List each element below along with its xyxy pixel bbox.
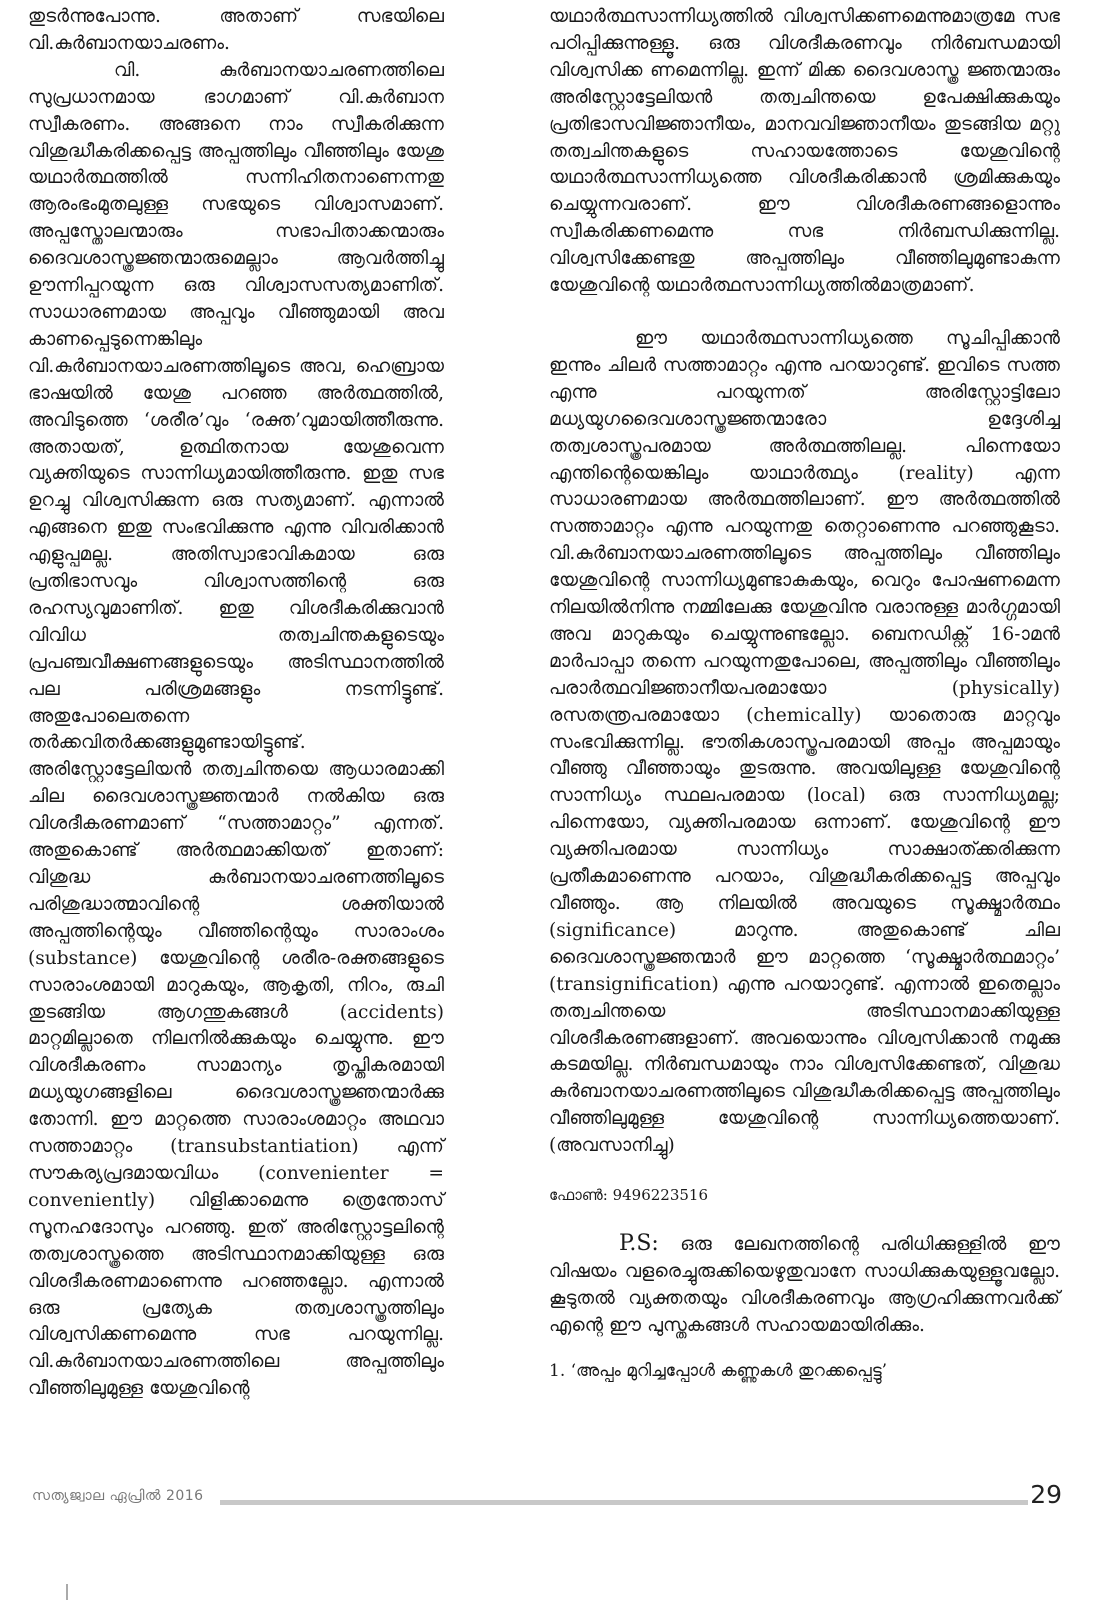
ps-text: ഒരു ലേഖനത്തിന്റെ പരിധിക്കുള്ളിൽ ഈ വിഷയം വളരെച്ചുരുക്കിയെഴുതുവാനേ സാധിക്കുകയുള്ളൂവല്ലോ. കൂടുതൽ വ്യക്തതയും വിശദീകരണവും ആഗ്രഹിക്കുന്നവർക്ക് എന്റെ ഈ പുസ്തകങ്ങൾ സഹായമായിരിക്കും. [549, 1233, 1061, 1336]
footer-rule [220, 1500, 1028, 1505]
left-paragraph-2: വി. കുർബാനയാചരണത്തിലെ സുപ്രധാനമായ ഭാഗമാണ് വി.കുർബാന സ്വീകരണം. അങ്ങനെ നാം സ്വീകരിക്കുന്ന വിശുദ്ധീകരിക്കപ്പെട്ട അപ്പത്തിലും വീഞ്ഞിലും യേശു യഥാർത്ഥത്തിൽ സന്നിഹിതനാണെന്നതു ആരംഭംമുതലുള്ള സഭയുടെ വിശ്വാസമാണ്. അപ്പസ്തോലന്മാരും സഭാപിതാക്കന്മാരും ദൈവശാസ്ത്രജ്ഞന്മാരുമെല്ലാം ആവർത്തിച്ചു ഊന്നിപ്പറയുന്ന ഒരു വിശ്വാസസത്യമാണിത്. സാധാരണമായ അപ്പവും വീഞ്ഞുമായി അവ കാണപ്പെടുന്നെങ്കിലും വി.കുർബാനയാചരണത്തിലൂടെ അവ, ഹെബ്രായ ഭാഷയിൽ യേശു പറഞ്ഞ അർത്ഥത്തിൽ, അവിടുത്തെ ‘ശരീര’വും ‘രക്ത’വുമായിത്തീരുന്നു. അതായത്, ഉത്ഥിതനായ യേശുവെന്ന വ്യക്തിയുടെ സാന്നിധ്യമായിത്തീരുന്നു. ഇതു സഭ ഉറച്ചു വിശ്വസിക്കുന്ന ഒരു സത്യമാണ്. എന്നാൽ എങ്ങനെ ഇതു സംഭവിക്കുന്നു എന്നു വിവരിക്കാൻ എളുപ്പമല്ല. അതിസ്വാഭാവികമായ ഒരു പ്രതിഭാസവും വിശ്വാസത്തിന്റെ ഒരു രഹസ്യവുമാണിത്. ഇതു വിശദീകരിക്കുവാൻ വിവിധ തത്വചിന്തകളുടെയും പ്രപഞ്ചവീക്ഷണങ്ങളുടെയും അടിസ്ഥാനത്തിൽ പല പരിശ്രമങ്ങളും നടന്നിട്ടുണ്ട്. അതുപോലെതന്നെ തർക്കവിതർക്കങ്ങളുമുണ്ടായിട്ടുണ്ട്. അരിസ്റ്റോട്ടേലിയൻ തത്വചിന്തയെ ആധാരമാക്കി ചില ദൈവശാസ്ത്രജ്ഞന്മാർ നൽകിയ ഒരു വിശദീകരണമാണ് “സത്താമാറ്റം” എന്നത്. അതുകൊണ്ട് അർത്ഥമാക്കിയത് ഇതാണ്: വിശുദ്ധ കുർബാനയാചരണത്തിലൂടെ പരിശുദ്ധാത്മാവിന്റെ ശക്തിയാൽ അപ്പത്തിന്റെയും വീഞ്ഞിന്റെയും സാരാംശം (substance) യേശുവിന്റെ ശരീര-രക്തങ്ങളുടെ സാരാംശമായി മാറുകയും, ആകൃതി, നിറം, രുചി തുടങ്ങിയ ആഗന്തുകങ്ങൾ (accidents) മാറ്റമില്ലാതെ നിലനിൽക്കുകയും ചെയ്യുന്നു. ഈ വിശദീകരണം സാമാന്യം തൃപ്തികരമായി മധ്യയുഗങ്ങളിലെ ദൈവശാസ്ത്രജ്ഞന്മാർക്കു തോന്നി. ഈ മാറ്റത്തെ സാരാംശമാറ്റം അഥവാ സത്താമാറ്റം (transubstantiation) എന്ന് സൗകര്യപ്രദമായവിധം (convenienter = conveniently) വിളിക്കാമെന്നു ത്രെന്തോസ് സൂനഹദോസും പറഞ്ഞു. ഇത് അരിസ്റ്റോട്ടലിന്റെ തത്വശാസ്ത്രത്തെ അടിസ്ഥാനമാക്കിയുള്ള ഒരു വിശദീകരണമാണെന്നു പറഞ്ഞല്ലോ. എന്നാൽ ഒരു പ്രത്യേക തത്വശാസ്ത്രത്തിലും വിശ്വസിക്കണമെന്നു സഭ പറയുന്നില്ല. വി.കുർബാനയാചരണത്തിലെ അപ്പത്തിലും വീഞ്ഞിലുമുള്ള യേശുവിന്റെ [28, 59, 444, 1400]
right-column [549, 4, 1060, 1385]
page-footer [32, 1480, 1062, 1518]
author-phone: ഫോൺ: 9496223516 [549, 1186, 709, 1205]
ps-label: P.S: [619, 1230, 659, 1256]
book-item-1: 1. ‘അപ്പം മുറിച്ചപ്പോൾ കണ്ണുകൾ തുറക്കപ്പെട്ടു’ [549, 1360, 888, 1381]
margin-mark [66, 1584, 68, 1600]
page-number: 29 [1030, 1480, 1062, 1509]
right-paragraph-1: യഥാർത്ഥസാന്നിധ്യത്തിൽ വിശ്വസിക്കണമെന്നുമാത്രമേ സഭ പഠിപ്പിക്കുന്നുള്ളൂ. ഒരു വിശദീകരണവും നിർബന്ധമായി വിശ്വസിക്ക ണമെന്നില്ല. ഇന്ന് മിക്ക ദൈവശാസ്ത്ര ജ്ഞന്മാരും അരിസ്റ്റോട്ടേലിയൻ തത്വചിന്തയെ ഉപേക്ഷിക്കുകയും പ്രതിഭാസവിജ്ഞാനീയം, മാനവവിജ്ഞാനീയം തുടങ്ങിയ മറ്റു തത്വചിന്തകളുടെ സഹായത്തോടെ യേശുവിന്റെ യഥാർത്ഥസാന്നിധ്യത്തെ വിശദീകരിക്കാൻ ശ്രമിക്കുകയും ചെയ്യുന്നവരാണ്. ഈ വിശദീകരണങ്ങളൊന്നും സ്വീകരിക്കണമെന്നു സഭ നിർബന്ധിക്കുന്നില്ല. വിശ്വസിക്കേണ്ടതു അപ്പത്തിലും വീഞ്ഞിലുമുണ്ടാകുന്ന യേശുവിന്റെ യഥാർത്ഥസാന്നിധ്യത്തിൽമാത്രമാണ്. [549, 6, 1060, 297]
right-paragraph-2: ഈ യഥാർത്ഥസാന്നിധ്യത്തെ സൂചിപ്പിക്കാൻ ഇന്നും ചിലർ സത്താമാറ്റം എന്നു പറയാറുണ്ട്. ഇവിടെ സത്ത എന്നു പറയുന്നത് അരിസ്റ്റോട്ടിലോ മധ്യയുഗദൈവശാസ്ത്രജ്ഞന്മാരോ ഉദ്ദേശിച്ച തത്വശാസ്ത്രപരമായ അർത്ഥത്തിലല്ല. പിന്നെയോ എന്തിന്റെയെങ്കിലും യാഥാർത്ഥ്യം (reality) എന്ന സാധാരണമായ അർത്ഥത്തിലാണ്. ഈ അർത്ഥത്തിൽ സത്താമാറ്റം എന്നു പറയുന്നതു തെറ്റാണെന്നു പറഞ്ഞുകൂടാ. വി.കുർബാനയാചരണത്തിലൂടെ അപ്പത്തിലും വീഞ്ഞിലും യേശുവിന്റെ സാന്നിധ്യമുണ്ടാകുകയും, വെറും പോഷണമെന്ന നിലയിൽനിന്നു നമ്മിലേക്കു യേശുവിനു വരാനുള്ള മാർഗ്ഗമായി അവ മാറുകയും ചെയ്യുന്നുണ്ടല്ലോ. ബെനഡിക്റ്റ് 16-ാമൻ മാർപാപ്പാ തന്നെ പറയുന്നതുപോലെ, അപ്പത്തിലും വീഞ്ഞിലും പരാർത്ഥവിജ്ഞാനീയപരമായോ (physically) രസതന്ത്രപരമായോ (chemically) യാതൊരു മാറ്റവും സംഭവിക്കുന്നില്ല. ഭൗതികശാസ്ത്രപരമായി അപ്പം അപ്പമായും വീഞ്ഞു വീഞ്ഞായും തുടരുന്നു. അവയിലുള്ള യേശുവിന്റെ സാന്നിധ്യം സ്ഥലപരമായ (local) ഒരു സാന്നിധ്യമല്ല; പിന്നെയോ, വ്യക്തിപരമായ ഒന്നാണ്. യേശുവിന്റെ ഈ വ്യക്തിപരമായ സാന്നിധ്യം സാക്ഷാത്ക്കരിക്കുന്ന പ്രതീകമാണെന്നു പറയാം, വിശുദ്ധീകരിക്കപ്പെട്ട അപ്പവും വീഞ്ഞും. ആ നിലയിൽ അവയുടെ സൂക്ഷ്മാർത്ഥം (significance) മാറുന്നു. അതുകൊണ്ട് ചില ദൈവശാസ്ത്രജ്ഞന്മാർ ഈ മാറ്റത്തെ ‘സൂക്ഷ്മാർത്ഥമാറ്റം’ (transignification) എന്നു പറയാറുണ്ട്. എന്നാൽ ഇതെല്ലാം തത്വചിന്തയെ അടിസ്ഥാനമാക്കിയുള്ള വിശദീകരണങ്ങളാണ്. അവയൊന്നും വിശ്വസിക്കാൻ നമുക്കു കടമയില്ല. നിർബന്ധമായും നാം വിശ്വസിക്കേണ്ടത്, വിശുദ്ധ കുർബാനയാചരണത്തിലൂടെ വിശുദ്ധീകരിക്കപ്പെട്ട അപ്പത്തിലും വീഞ്ഞിലുമുള്ള യേശുവിന്റെ സാന്നിധ്യത്തെയാണ്. (അവസാനിച്ചു) [549, 327, 1060, 1157]
left-column [28, 4, 444, 1403]
left-paragraph-1: തുടർന്നുപോന്നു. അതാണ് സഭയിലെ വി.കുർബാനയാചരണം. [28, 6, 444, 54]
postscript [549, 1231, 1060, 1340]
magazine-name: സത്യജ്വാല ഏപ്രിൽ 2016 [32, 1488, 204, 1504]
